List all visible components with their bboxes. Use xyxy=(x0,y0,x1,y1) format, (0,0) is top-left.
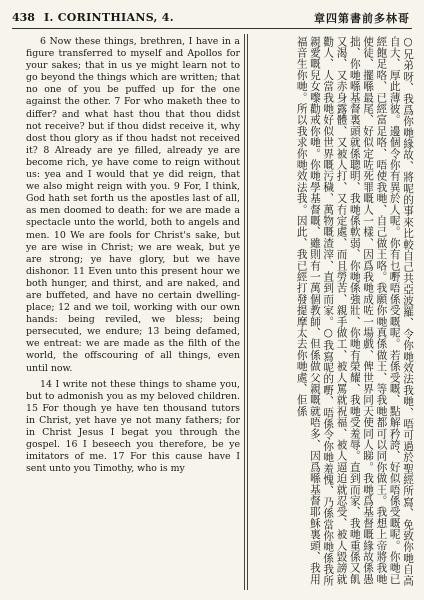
running-header xyxy=(12,10,412,29)
english-paragraph: 14 I write not these things to shame you, but to admonish you as my beloved children. 15 For though ye have ten thousand tutors in Christ, yet have ye not many fathers; for in Christ Jesus I begat you through the gospel. 16 I beseech you therefore, be ye imitators of me. 17 For this cause have I sent unto you Timothy, who is my xyxy=(26,378,240,475)
running-head-title: I. CORINTHIANS, 4. xyxy=(44,11,174,24)
english-text-column xyxy=(26,36,240,475)
chinese-text-column xyxy=(252,36,414,588)
chinese-paragraph: ○兄弟呀、我爲你哋緣故、將呢的事來比較自己共亞波羅、令你哋效法我哋、唔可過於聖經所寫、免致你哋自高自大、厚此薄彼。邊個令你有異於人呢。你有乜嘢唔係受嘅呢。若係受嘅、點解矜誇、好似唔係受嘅呢。你哋已經飽足咯、已經富足咯、唔使我哋、自己做王咯。我願你哋真係做王、等我哋都可以同你做王。我想上帝將我哋使徒、擺喺最尾、好似定咗死罪嘅人一樣、因爲我哋成咗一場戲、俾世界同天使同人睇。我哋爲基督嘅緣故係愚拙、你哋喺基督裏頭就係聰明、我哋係軟弱、你哋係強壯、你哋有榮耀、我哋受羞辱。直到而家、我哋重係又飢又渴、又赤身露體、又被人打、又冇定處、而且勞苦、親手做工、被人罵就祝福、被人逼迫就忍受、被人毀謗就勸人、人當我哋好似世界嘅污穢、萬物嘅渣滓、直到而家。○我寫呢的嘢、唔係令你哋羞愧、乃係當你哋係我所親愛嘅兒女嚟勸戒你哋。你哋學基督嘅、雖則有一萬個教師、但係做父親嘅就唔多、因爲喺基督耶穌裏頭、我用福音生你哋。所以我求你哋效法我。因此、我已經打發提摩太去你哋處、佢係 xyxy=(295,36,414,587)
chinese-running-head: 章四第書前多林哥 xyxy=(314,12,410,25)
page-number: 438 xyxy=(12,11,35,24)
english-paragraph: 6 Now these things, brethren, I have in a figure transferred to myself and Apollos for your sakes; that in us ye might learn not to go beyond the things which are written; that no one of you be puffed up for the one against the other. 7 For who maketh thee to differ? and what hast thou that thou didst not receive? but if thou didst receive it, why dost thou glory as if thou hadst not received it? 8 Already are ye filled, already ye are become rich, ye have come to reign without us: yea and I would that ye did reign, that we also might reign with you. 9 For, I think, God hath set forth us the apostles last of all, as men doomed to death: for we are made a spectacle unto the world, both to angels and men. 10 We are fools for Christ's sake, but ye are wise in Christ; we are weak, but ye are strong; ye have glory, but we have dishonor. 11 Even unto this present hour we both hunger, and thirst, and are naked, and are buffeted, and have no certain dwelling-place; 12 and we toil, working with our own hands: being reviled, we bless; being persecuted, we endure; 13 being defamed, we entreat: we are made as the filth of the world, the offscouring of all things, even until now. xyxy=(26,36,240,374)
page xyxy=(12,10,416,592)
column-divider xyxy=(247,34,248,590)
column-divider xyxy=(244,34,245,590)
